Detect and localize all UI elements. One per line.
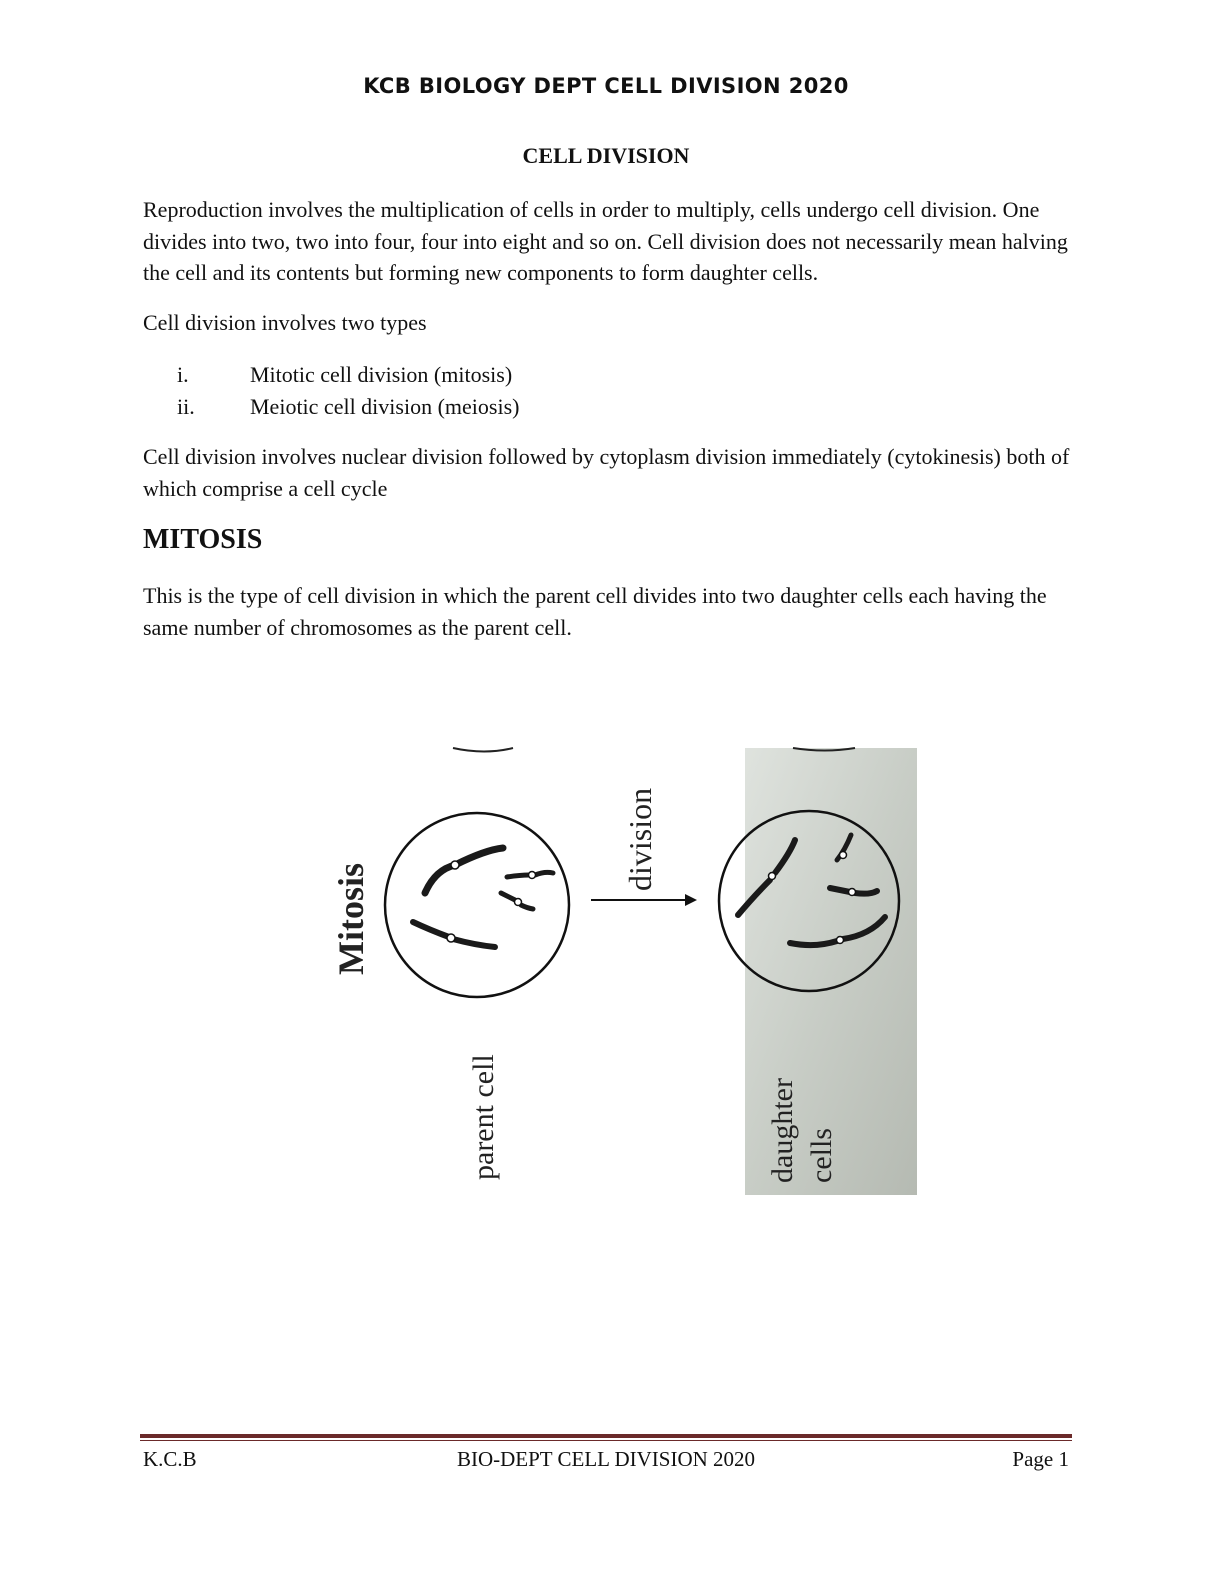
- footer-center: BIO-DEPT CELL DIVISION 2020: [456, 1447, 756, 1471]
- cell-cycle-paragraph: Cell division involves nuclear division followed by cytoplasm division immediately (cytokinesis) both of which comprise a cell cycle: [143, 444, 1070, 501]
- list-item-text: Meiotic cell division (meiosis): [250, 393, 520, 419]
- daughter-label-line2: cells: [805, 1128, 838, 1183]
- page-header-title: KCB BIOLOGY DEPT CELL DIVISION 2020: [363, 74, 849, 98]
- parent-chromosomes: [413, 848, 553, 947]
- list-item-number: i.: [177, 362, 189, 387]
- figure-title-label: Mitosis: [331, 863, 371, 975]
- intro-paragraph: Reproduction involves the multiplication of cells in order to multiply, cells undergo cell division. One divides into two, two into four, four into eight and so on. Cell division does not necessarily mean halving the cell and its contents but forming new components to form daughter cells.: [143, 197, 1068, 285]
- daughter-label-line1: daughter: [766, 1078, 799, 1183]
- list-item: [143, 391, 519, 423]
- section-heading: MITOSIS: [143, 524, 263, 555]
- arrow-head-icon: [685, 894, 697, 906]
- list-item-text: Mitotic cell division (mitosis): [250, 362, 513, 387]
- parent-cell: [385, 813, 569, 997]
- types-intro: Cell division involves two types: [143, 310, 427, 335]
- cropped-cell-arc: [453, 748, 513, 752]
- footer-page-number: Page 1: [1012, 1447, 1069, 1471]
- footer-divider: [140, 1434, 1072, 1438]
- mitosis-definition-paragraph: This is the type of cell division in which the parent cell divides into two daughter cells each having the same number of chromosomes as the parent cell.: [143, 583, 1047, 640]
- list-item: [143, 359, 519, 391]
- division-label: division: [622, 787, 658, 891]
- list-item-number: ii.: [177, 393, 195, 419]
- footer-divider-thin: [140, 1440, 1072, 1441]
- division-types-list: [143, 359, 519, 422]
- mitosis-diagram: [325, 745, 920, 1197]
- footer-left: K.C.B: [143, 1447, 197, 1471]
- document-title: CELL DIVISION: [522, 143, 690, 168]
- parent-cell-label: parent cell: [467, 1054, 500, 1180]
